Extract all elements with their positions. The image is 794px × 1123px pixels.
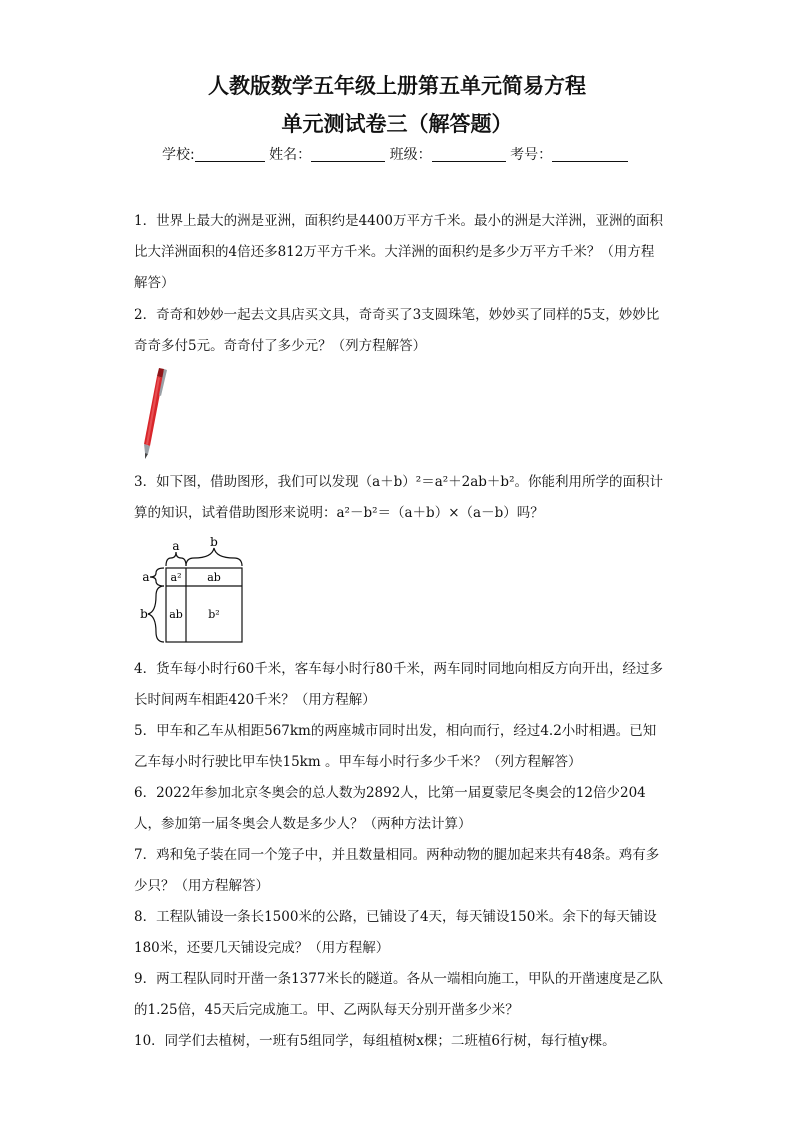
question-7: 7．鸡和兔子装在同一个笼子中，并且数量相同。两种动物的腿加起来共有48条。鸡有多少只？（用方程解答） [134, 847, 660, 894]
class-label: 班级： [389, 147, 432, 163]
id-label: 考号： [510, 147, 553, 163]
question-4: 4．货车每小时行60千米，客车每小时行80千米，两车同时同地向相反方向开出，经过多长时间两车相距420千米？（用方程解） [134, 661, 663, 708]
area-diagram [136, 536, 248, 648]
brace-left-b: b [140, 607, 148, 621]
page-title: 人教版数学五年级上册第五单元简易方程 [208, 74, 586, 98]
question-6: 6．2022年参加北京冬奥会的总人数为2892人，比第一届夏蒙尼冬奥会的12倍少204人，参加第一届冬奥会人数是多少人？（两种方法计算） [134, 785, 646, 832]
question-2: 2．奇奇和妙妙一起去文具店买文具，奇奇买了3支圆珠笔，妙妙买了同样的5支，妙妙比奇奇多付5元。奇奇付了多少元？（列方程解答） [134, 307, 660, 354]
name-blank[interactable] [311, 147, 385, 162]
cell-a-squared: a² [170, 571, 182, 584]
brace-left-a: a [142, 570, 150, 584]
question-9: 9．两工程队同时开凿一条1377米长的隧道。各从一端相向施工，甲队的开凿速度是乙队的1.25倍，45天后完成施工。甲、乙两队每天分别开凿多少米？ [134, 971, 663, 1018]
question-10: 10．同学们去植树，一班有5组同学，每组植树x棵；二班植6行树，每行植y棵。 [134, 1033, 616, 1049]
cell-b-squared: b² [208, 608, 220, 621]
question-5: 5．甲车和乙车从相距567km的两座城市同时出发，相向而行，经过4.2小时相遇。已知乙车每小时行驶比甲车快15km 。甲车每小时行多少千米？（列方程解答） [134, 723, 657, 770]
class-blank[interactable] [432, 147, 506, 162]
brace-top-b: b [210, 536, 218, 549]
id-blank[interactable] [552, 147, 628, 162]
question-8: 8．工程队铺设一条长1500米的公路，已铺设了4天，每天铺设150米。余下的每天铺设180米，还要几天铺设完成？（用方程解） [134, 909, 657, 956]
question-1: 1．世界上最大的洲是亚洲，面积约是4400万平方千米。最小的洲是大洋洲，亚洲的面积比大洋洲面积的4倍还多812万平方千米。大洋洲的面积约是多少万平方千米？（用方程解答） [134, 213, 663, 291]
name-label: 姓名： [269, 147, 312, 163]
brace-top-a: a [172, 539, 180, 553]
cell-ab-left: ab [169, 608, 183, 621]
student-info-row [162, 144, 628, 164]
question-3: 3．如下图，借助图形，我们可以发现（a＋b）²＝a²＋2ab＋b²。你能利用所学的面积计算的知识，试着借助图形来说明：a²－b²＝（a＋b）×（a－b）吗？ [134, 474, 663, 521]
page-subtitle: 单元测试卷三（解答题） [281, 112, 513, 136]
school-label: 学校: [162, 147, 195, 163]
pen-illustration [136, 366, 170, 460]
cell-ab-top: ab [207, 571, 221, 584]
school-blank[interactable] [195, 147, 265, 162]
